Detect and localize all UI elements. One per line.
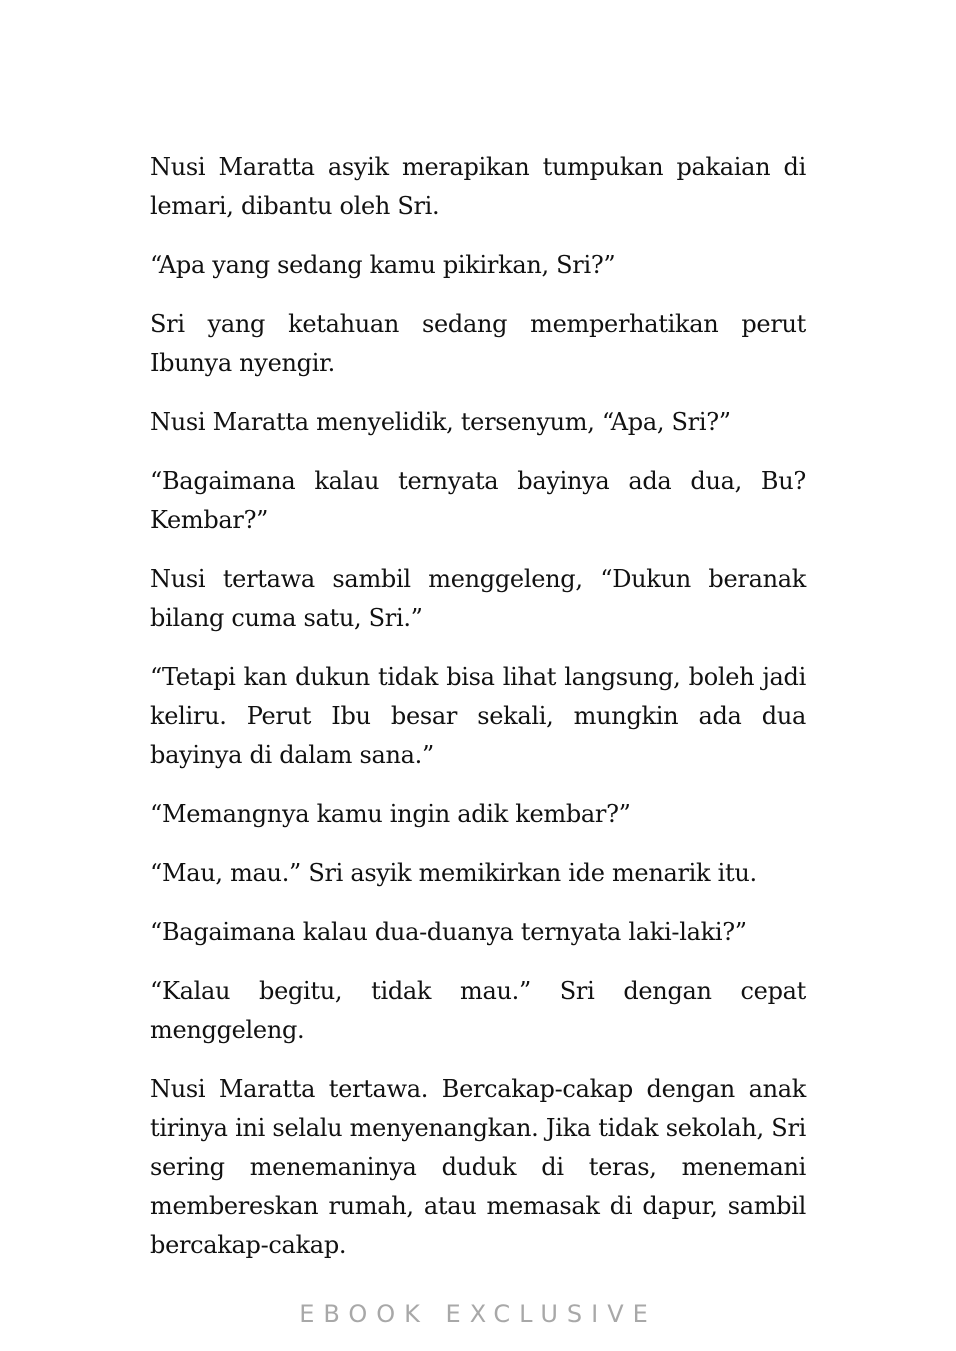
ebook-exclusive-footer: EBOOK EXCLUSIVE [299, 1300, 657, 1328]
paragraph-11: “Kalau begitu, tidak mau.” Sri dengan cepat menggeleng. [150, 977, 806, 1044]
paragraph-6: Nusi tertawa sambil menggeleng, “Dukun beranak bilang cuma satu, Sri.” [150, 565, 806, 632]
paragraph-10: “Bagaimana kalau dua-duanya ternyata laki-laki?” [150, 918, 747, 946]
paragraph-9: “Mau, mau.” Sri asyik memikirkan ide menarik itu. [150, 859, 757, 887]
paragraph-4: Nusi Maratta menyelidik, tersenyum, “Apa, Sri?” [150, 408, 731, 436]
paragraph-8: “Memangnya kamu ingin adik kembar?” [150, 800, 631, 828]
paragraph-7: “Tetapi kan dukun tidak bisa lihat langsung, boleh jadi keliru. Perut Ibu besar sekali, mungkin ada dua bayinya di dalam sana.” [150, 663, 806, 769]
paragraph-3: Sri yang ketahuan sedang memperhatikan perut Ibunya nyengir. [150, 310, 806, 377]
paragraph-1: Nusi Maratta asyik merapikan tumpukan pakaian di lemari, dibantu oleh Sri. [150, 153, 806, 220]
paragraph-2: “Apa yang sedang kamu pikirkan, Sri?” [150, 251, 616, 279]
paragraph-12: Nusi Maratta tertawa. Bercakap-cakap dengan anak tirinya ini selalu menyenangkan. Jika tidak sekolah, Sri sering menemaninya duduk di teras, menemani membereskan rumah, atau memasak di dapur, sambil bercakap-cakap. [150, 1075, 806, 1259]
paragraph-5: “Bagaimana kalau ternyata bayinya ada dua, Bu? Kembar?” [150, 467, 806, 534]
body-text [150, 148, 806, 1285]
